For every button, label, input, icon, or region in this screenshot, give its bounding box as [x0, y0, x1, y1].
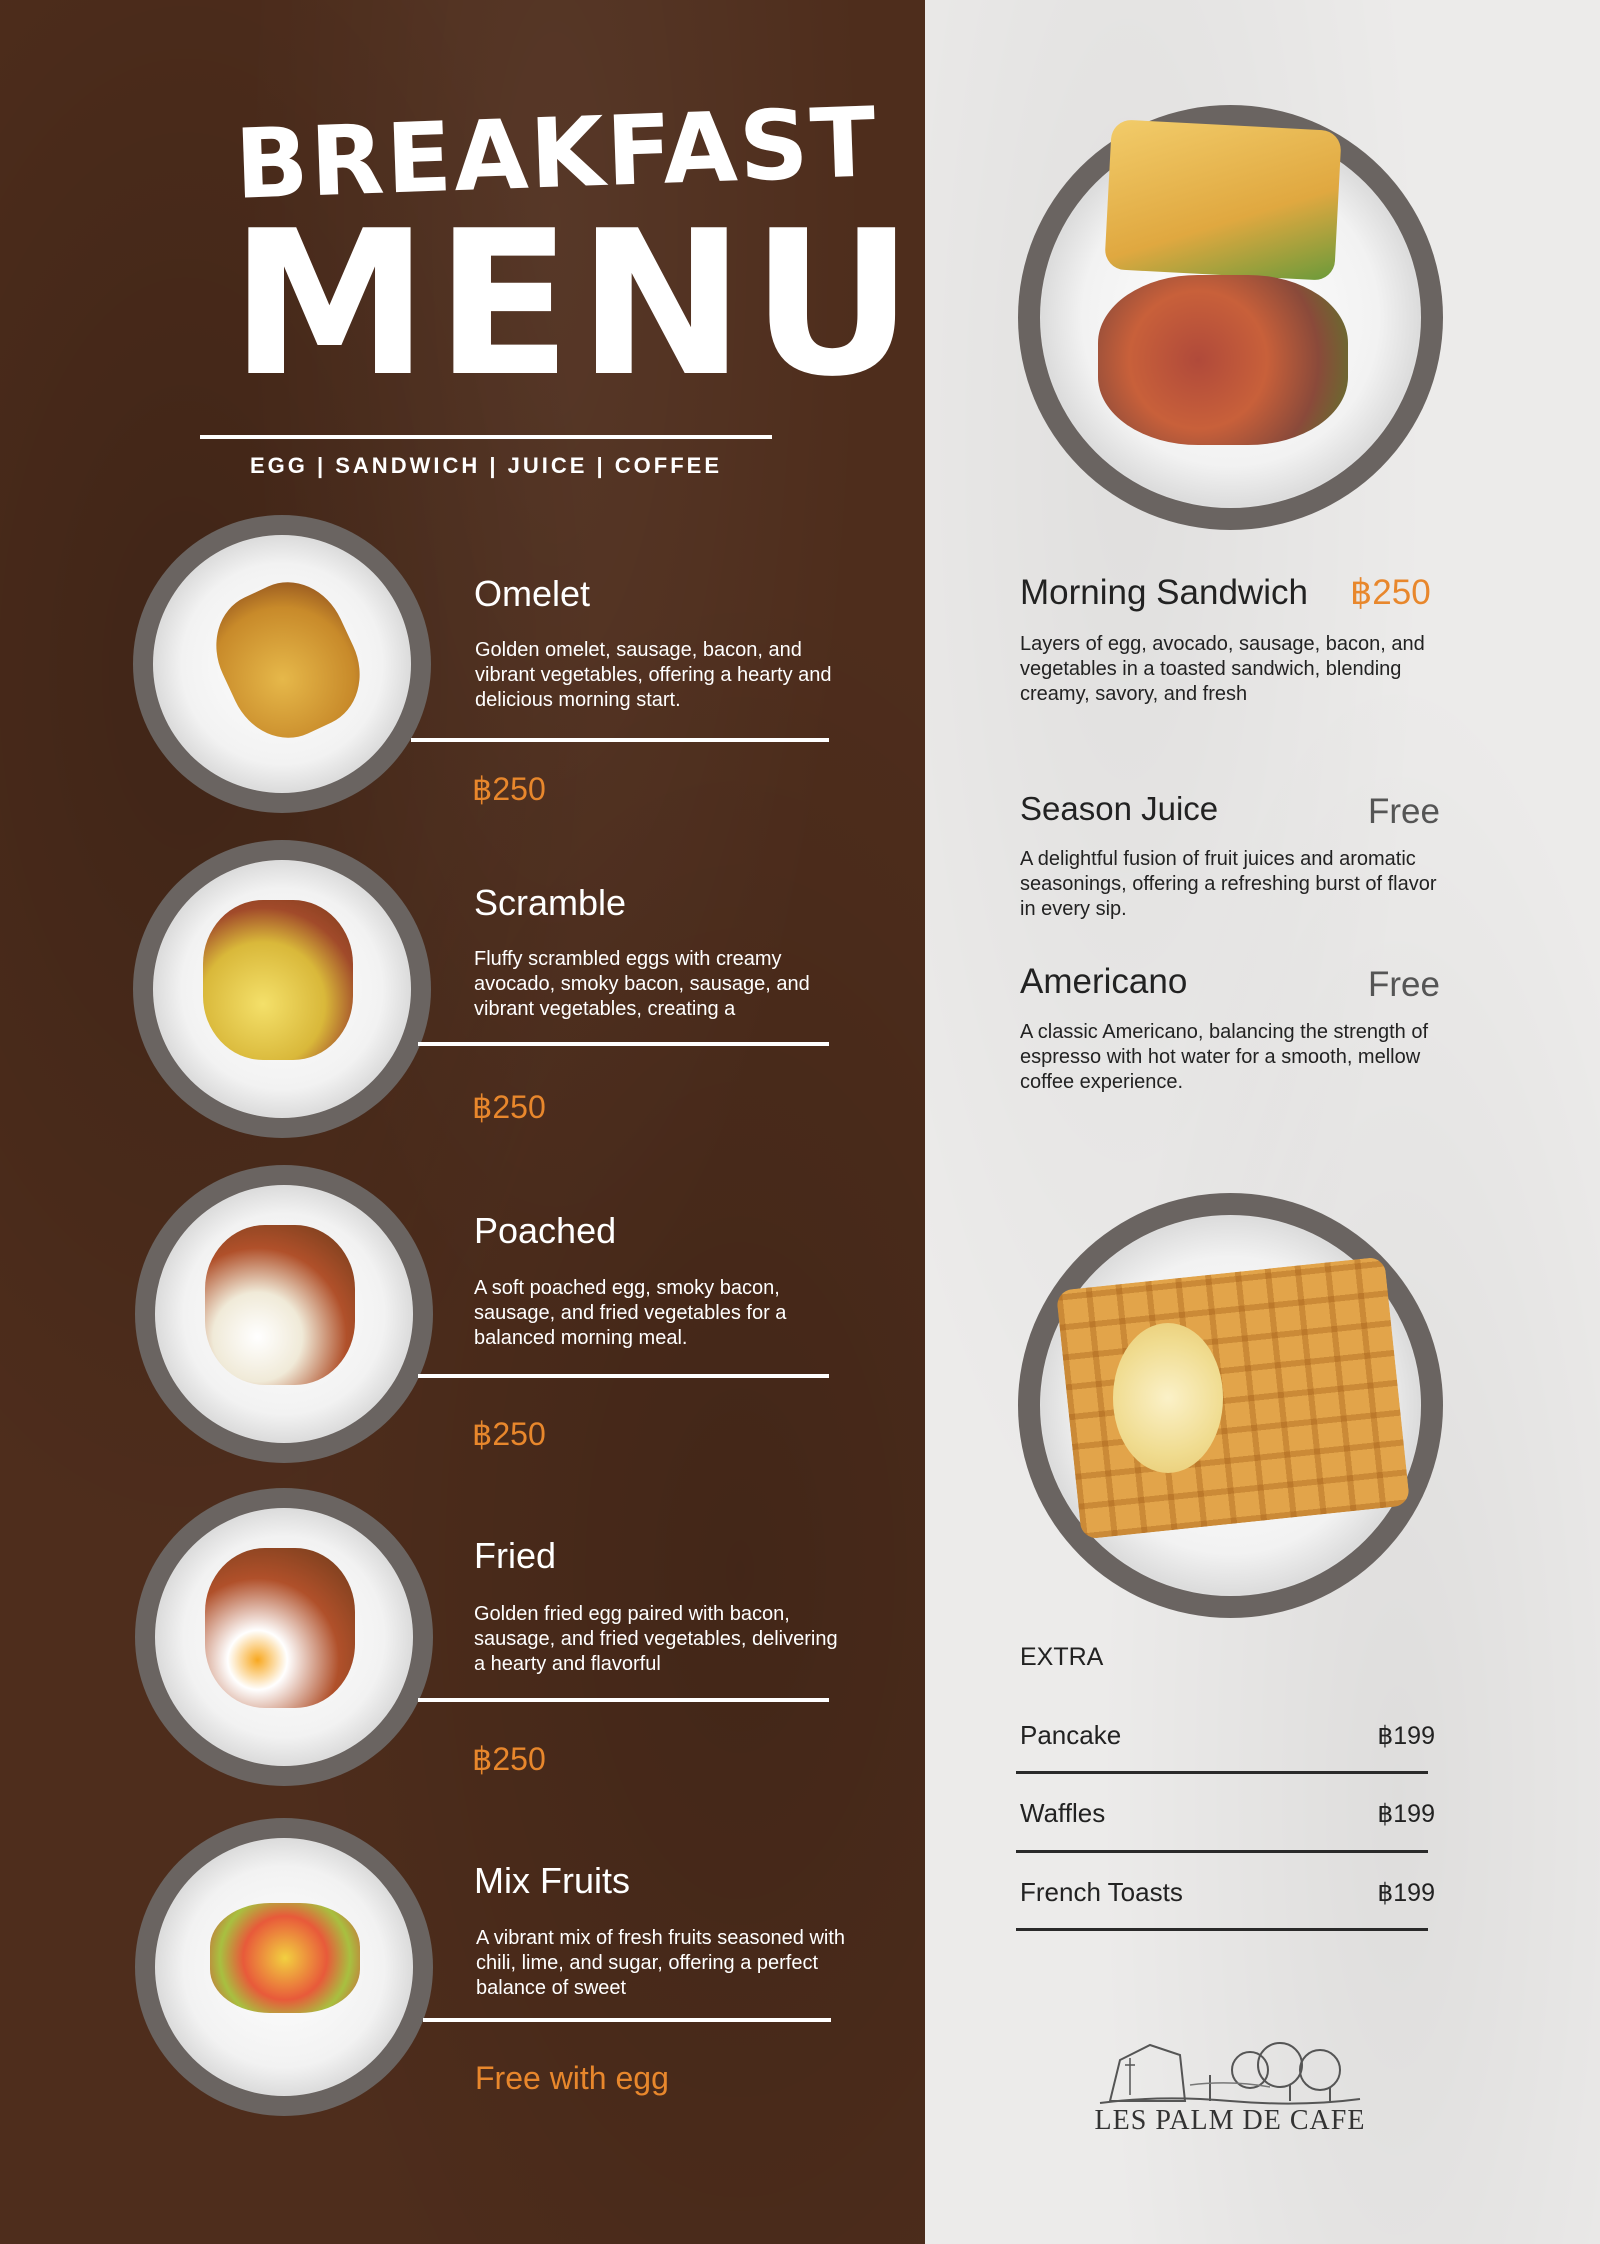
fried-plate-image [135, 1488, 433, 1786]
item-name-omelet: Omelet [474, 573, 591, 614]
item-price-morning-sandwich: ฿250 [1350, 573, 1431, 612]
extra-price-french-toasts: ฿199 [1377, 1879, 1435, 1907]
item-divider [418, 1698, 829, 1702]
extra-name-french-toasts: French Toasts [1020, 1877, 1183, 1907]
item-desc-morning-sandwich: Layers of egg, avocado, sausage, bacon, and vegetables in a toasted sandwich, blending creamy, savory, and fresh [1020, 633, 1425, 705]
extra-divider [1016, 1850, 1428, 1853]
menu-title-top: BREAKFAST [233, 86, 880, 221]
poached-plate-image [135, 1165, 433, 1463]
item-desc-fried: Golden fried egg paired with bacon, sausage, and fried vegetables, delivering a hearty and flavorful [474, 1603, 838, 1675]
cafe-logo-text: LES PALM DE CAFE [1094, 2105, 1366, 2136]
title-divider [200, 435, 772, 439]
item-price-poached: ฿250 [472, 1416, 546, 1452]
sandwich-plate-image [1018, 105, 1443, 530]
item-desc-season-juice: A delightful fusion of fruit juices and aromatic seasonings, offering a refreshing burst of flavor in every sip. [1020, 848, 1437, 920]
item-desc-poached: A soft poached egg, smoky bacon, sausage, and fried vegetables for a balanced morning meal. [474, 1277, 787, 1349]
item-name-fried: Fried [474, 1535, 557, 1576]
item-divider [423, 2018, 831, 2022]
item-name-morning-sandwich: Morning Sandwich [1020, 573, 1308, 612]
item-name-americano: Americano [1020, 962, 1188, 1001]
extra-price-pancake: ฿199 [1377, 1722, 1435, 1750]
extra-divider [1016, 1771, 1428, 1774]
item-divider [418, 1042, 829, 1046]
extra-price-waffles: ฿199 [1377, 1800, 1435, 1828]
extra-title: EXTRA [1020, 1643, 1104, 1671]
menu-subtitle: EGG | SANDWICH | JUICE | COFFEE [249, 453, 723, 478]
item-price-americano: Free [1368, 965, 1440, 1004]
item-name-season-juice: Season Juice [1020, 790, 1219, 827]
item-divider [418, 1374, 829, 1378]
item-desc-mix-fruits: A vibrant mix of fresh fruits seasoned with chili, lime, and sugar, offering a perfect balance of sweet [476, 1927, 846, 1999]
scramble-plate-image [133, 840, 431, 1138]
item-divider [411, 738, 829, 742]
item-price-fried: ฿250 [472, 1741, 546, 1777]
item-name-mix-fruits: Mix Fruits [474, 1860, 630, 1901]
omelet-plate-image [133, 515, 431, 813]
item-price-season-juice: Free [1368, 792, 1440, 831]
extra-name-pancake: Pancake [1020, 1720, 1122, 1750]
item-price-omelet: ฿250 [472, 771, 546, 807]
item-desc-omelet: Golden omelet, sausage, bacon, and vibrant vegetables, offering a hearty and delicious morning start. [475, 639, 832, 711]
extra-divider [1016, 1928, 1428, 1931]
item-desc-scramble: Fluffy scrambled eggs with creamy avocado, smoky bacon, sausage, and vibrant vegetables, creating a [474, 948, 810, 1020]
mix-fruits-plate-image [135, 1818, 433, 2116]
waffle-plate-image [1018, 1193, 1443, 1618]
item-price-scramble: ฿250 [472, 1089, 546, 1125]
menu-title-main: MENU [230, 188, 920, 421]
item-price-mix-fruits: Free with egg [475, 2060, 669, 2096]
item-desc-americano: A classic Americano, balancing the strength of espresso with hot water for a smooth, mellow coffee experience. [1020, 1021, 1429, 1093]
item-name-poached: Poached [474, 1210, 617, 1251]
extra-name-waffles: Waffles [1020, 1798, 1106, 1828]
item-name-scramble: Scramble [474, 882, 627, 923]
